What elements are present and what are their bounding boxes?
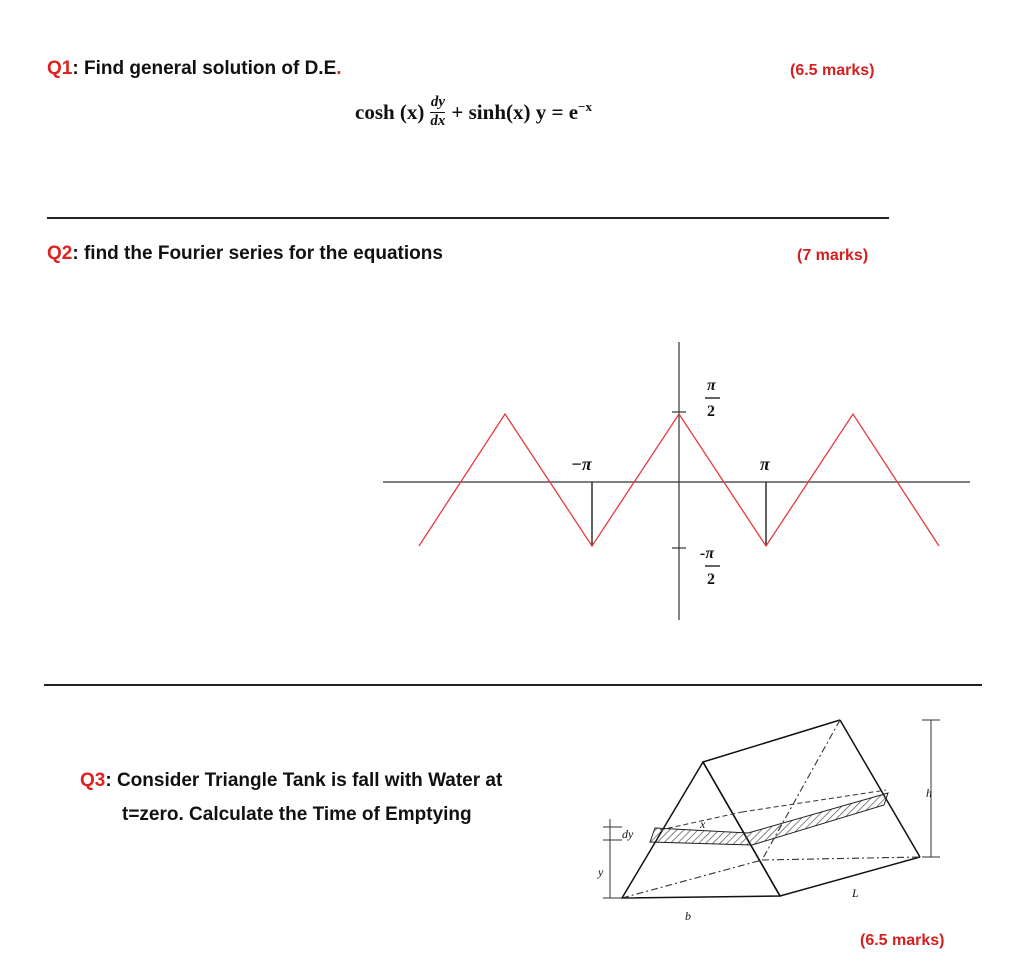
- label-pos-half-num: π: [707, 377, 716, 394]
- q3-number: Q3: [80, 770, 106, 791]
- q2-number: Q2: [47, 243, 73, 264]
- q1-marks: (6.5 marks): [790, 62, 875, 79]
- q3-line-2: t=zero. Calculate the Time of Emptying: [122, 804, 472, 825]
- label-L: L: [852, 886, 859, 900]
- q3-text-block: [80, 764, 502, 832]
- ridge-edge: [703, 720, 840, 762]
- hidden-back-bottom-edge: [762, 857, 920, 860]
- label-pi: π: [760, 454, 770, 474]
- q2-text: : find the Fourier series for the equations: [72, 243, 443, 264]
- label-x: x: [700, 817, 706, 831]
- divider-2: [44, 684, 982, 686]
- bottom-right-edge: [780, 857, 920, 896]
- label-neg-half-den: 2: [707, 571, 715, 588]
- label-b: b: [685, 909, 691, 923]
- eq-frac-den: dx: [430, 112, 446, 129]
- hidden-bottom-left-edge: [622, 860, 762, 898]
- q3-text-line1: : Consider Triangle Tank is fall with Water at: [105, 770, 503, 791]
- q3-line-1: [80, 764, 502, 798]
- q3-marks: (6.5 marks): [860, 932, 945, 949]
- label-pos-half-den: 2: [707, 403, 715, 420]
- eq-exponent: −x: [578, 99, 592, 114]
- eq-middle: + sinh(x) y = e: [451, 99, 579, 124]
- q1-text: : Find general solution of D.E: [72, 58, 337, 79]
- back-right-edge: [840, 720, 920, 857]
- label-neg-half-num: -π: [700, 545, 715, 562]
- hatched-strip: [650, 793, 888, 845]
- q1-number: Q1: [47, 58, 73, 79]
- label-dy: dy: [622, 827, 634, 841]
- q1-dot: .: [336, 58, 342, 79]
- label-neg-pi: −π: [571, 454, 592, 474]
- label-h: h: [926, 786, 932, 800]
- eq-left: cosh (x): [355, 99, 425, 124]
- tank-diagram: [597, 720, 940, 923]
- label-y: y: [598, 865, 604, 879]
- q2-marks: (7 marks): [797, 247, 869, 264]
- eq-frac-num: dy: [430, 94, 445, 110]
